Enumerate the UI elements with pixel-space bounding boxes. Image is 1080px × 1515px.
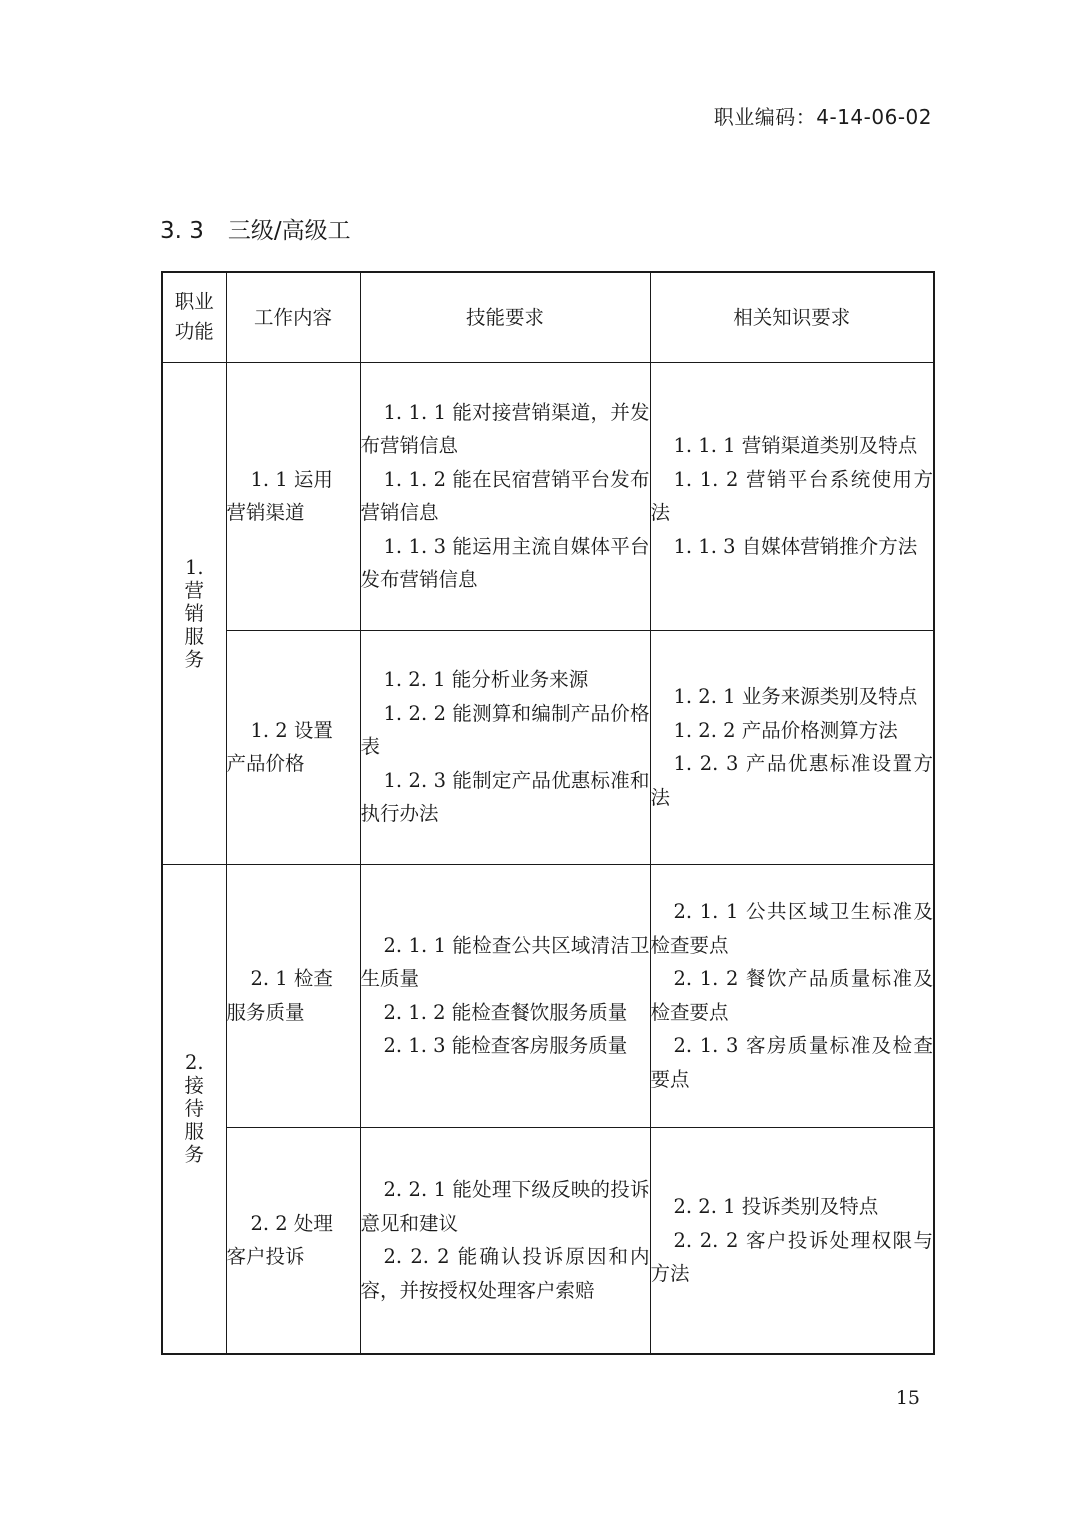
work-content-cell <box>226 1127 360 1354</box>
header-function-line2: 功能 <box>174 320 214 344</box>
header-skill-requirements: 技能要求 <box>360 272 650 362</box>
skill-item: 1. 2. 2 能测算和编制产品价格表 <box>360 701 650 759</box>
function-char: 待 <box>184 1097 204 1121</box>
skill-item: 1. 2. 1 能分析业务来源 <box>383 668 589 692</box>
skill-cell <box>360 362 650 630</box>
knowledge-item: 1. 1. 3 自媒体营销推介方法 <box>673 534 918 558</box>
page-number: 15 <box>895 1387 920 1409</box>
skill-item: 2. 2. 2 能确认投诉原因和内容，并按授权处理客户索赔 <box>360 1245 650 1302</box>
skill-cell <box>360 1127 650 1354</box>
skill-item: 1. 2. 3 能制定产品优惠标准和执行办法 <box>360 768 650 826</box>
section-number: 3. 3 <box>160 218 204 244</box>
skill-standard-table <box>161 271 935 1355</box>
function-char: 务 <box>184 1143 204 1167</box>
table-row <box>162 362 934 630</box>
knowledge-item: 2. 1. 3 客房质量标准及检查要点 <box>650 1034 933 1091</box>
skill-item: 2. 2. 1 能处理下级反映的投诉意见和建议 <box>360 1178 650 1235</box>
function-char: 销 <box>184 601 204 625</box>
skill-item: 2. 1. 2 能检查餐饮服务质量 <box>383 1000 628 1024</box>
skill-item: 1. 1. 2 能在民宿营销平台发布营销信息 <box>360 467 650 524</box>
function-cell-reception <box>162 864 226 1354</box>
knowledge-item: 2. 1. 1 公共区域卫生标准及检查要点 <box>650 900 933 957</box>
table-row <box>162 864 934 1127</box>
skill-item: 2. 1. 1 能检查公共区域清洁卫生质量 <box>360 933 650 990</box>
skill-cell <box>360 864 650 1127</box>
work-content-title: 运用 <box>293 467 333 491</box>
work-content-title: 处理 <box>293 1211 333 1235</box>
work-content-title-line2: 营销渠道 <box>226 501 305 524</box>
function-char: 服 <box>184 624 204 648</box>
work-content-title-line2: 客户投诉 <box>226 1245 305 1269</box>
work-content-title: 检查 <box>293 967 333 990</box>
work-content-title: 设置 <box>293 718 333 742</box>
skill-cell <box>360 630 650 864</box>
knowledge-item: 2. 1. 2 餐饮产品质量标准及检查要点 <box>650 967 933 1024</box>
work-content-number: 1. 2 <box>250 718 288 742</box>
work-content-number: 2. 2 <box>250 1211 288 1235</box>
function-char: 接 <box>184 1074 204 1098</box>
work-content-number: 1. 1 <box>250 467 288 491</box>
header-knowledge-requirements: 相关知识要求 <box>650 272 934 362</box>
work-content-title-line2: 产品价格 <box>226 752 305 775</box>
knowledge-cell <box>650 630 934 864</box>
knowledge-cell <box>650 362 934 630</box>
skill-item: 1. 1. 3 能运用主流自媒体平台发布营销信息 <box>360 534 650 591</box>
header-function-line1: 职业 <box>174 290 214 314</box>
work-content-cell <box>226 864 360 1127</box>
table-header-row <box>162 272 934 362</box>
table-row <box>162 630 934 864</box>
knowledge-item: 1. 1. 1 营销渠道类别及特点 <box>673 434 918 457</box>
function-number: 1. <box>184 555 204 579</box>
work-content-number: 2. 1 <box>250 967 288 990</box>
work-content-cell <box>226 630 360 864</box>
function-char: 营 <box>184 578 204 602</box>
skill-item: 2. 1. 3 能检查客房服务质量 <box>383 1034 628 1057</box>
function-cell-marketing <box>162 362 226 864</box>
section-title <box>160 212 351 245</box>
function-char: 服 <box>184 1120 204 1144</box>
occupation-code: 职业编码：4-14-06-02 <box>713 105 932 129</box>
function-char: 务 <box>184 647 204 671</box>
knowledge-item: 1. 2. 3 产品优惠标准设置方法 <box>650 752 933 809</box>
knowledge-item: 1. 2. 1 业务来源类别及特点 <box>673 685 918 708</box>
work-content-title-line2: 服务质量 <box>226 1000 305 1024</box>
header-function <box>162 272 226 362</box>
knowledge-cell <box>650 864 934 1127</box>
header-work-content: 工作内容 <box>226 272 360 362</box>
skill-item: 1. 1. 1 能对接营销渠道，并发布营销信息 <box>360 400 650 457</box>
knowledge-item: 1. 2. 2 产品价格测算方法 <box>673 718 898 742</box>
knowledge-item: 1. 1. 2 营销平台系统使用方法 <box>650 467 933 524</box>
table-row <box>162 1127 934 1354</box>
knowledge-cell <box>650 1127 934 1354</box>
knowledge-item: 2. 2. 2 客户投诉处理权限与方法 <box>650 1228 933 1285</box>
work-content-cell <box>226 362 360 630</box>
knowledge-item: 2. 2. 1 投诉类别及特点 <box>673 1195 879 1218</box>
section-title-text: 三级/高级工 <box>227 218 351 244</box>
function-number: 2. <box>184 1051 204 1075</box>
